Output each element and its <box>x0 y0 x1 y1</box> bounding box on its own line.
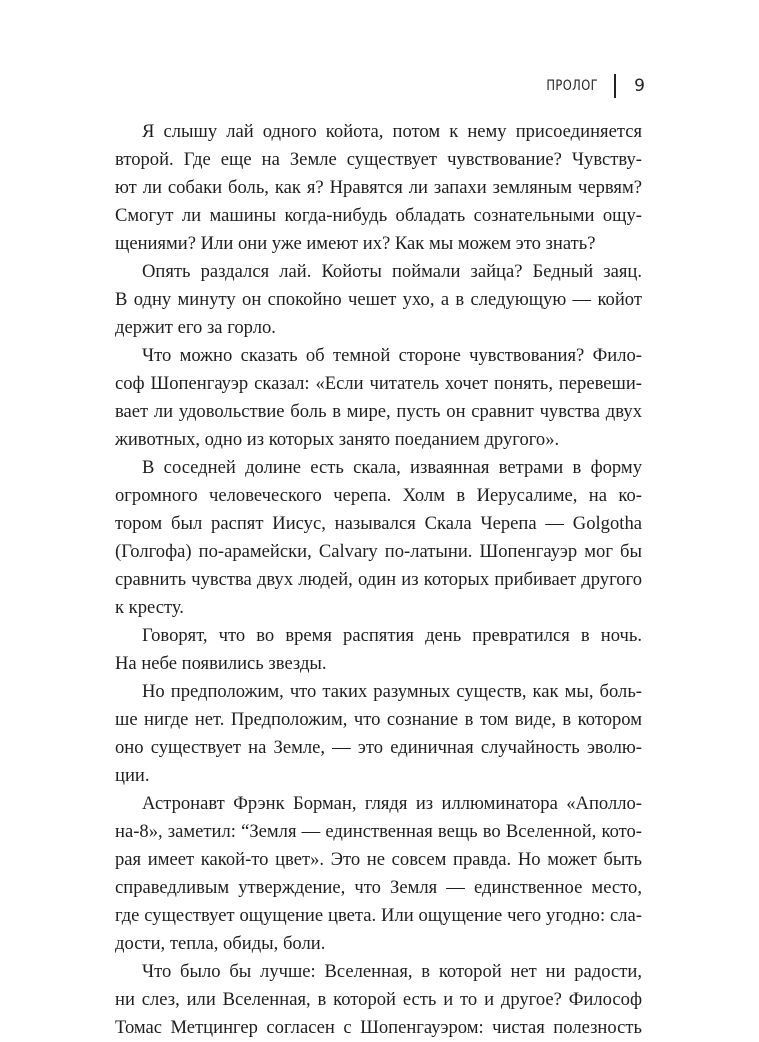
text-line: вает ли удовольствие боль в мире, пусть он сравнит чувства двух <box>115 401 642 422</box>
text-line: на-8», заметил: “Земля — единственная вещь во Вселенной, кото- <box>115 821 642 842</box>
text-line: щениями? Или они уже имеют их? Как мы можем это знать? <box>115 233 596 254</box>
text-line: Смогут ли машины когда-нибудь обладать сознательными ощу- <box>115 205 642 226</box>
page-number: 9 <box>634 76 645 96</box>
section-title: ПРОЛОГ <box>546 78 599 94</box>
text-line: дости, тепла, обиды, боли. <box>115 933 326 954</box>
paragraph <box>115 790 642 958</box>
paragraph <box>115 958 642 1042</box>
text-line: На небе появились звезды. <box>115 653 327 674</box>
text-line: животных, одно из которых занято поеданием другого». <box>115 429 560 450</box>
text-line: ше нигде нет. Предположим, что сознание в том виде, в котором <box>115 709 642 730</box>
text-line: Томас Метцингер согласен с Шопенгауэром: чистая полезность <box>115 1017 642 1038</box>
text-line: к кресту. <box>115 597 184 618</box>
text-line: держит его за горло. <box>115 317 276 338</box>
text-line: Астронавт Фрэнк Борман, глядя из иллюминатора «Аполло- <box>142 793 642 814</box>
body-text <box>115 118 642 1042</box>
text-line: соф Шопенгауэр сказал: «Если читатель хочет понять, перевеши- <box>115 373 642 394</box>
text-line: Но предположим, что таких разумных существ, как мы, боль- <box>142 681 642 702</box>
text-line: (Голгофа) по-арамейски, Calvary по-латыни. Шопенгауэр мог бы <box>115 541 642 562</box>
paragraph <box>115 454 642 622</box>
text-line: ни слез, или Вселенная, в которой есть и то и другое? Философ <box>115 989 642 1010</box>
text-line: ют ли собаки боль, как я? Нравятся ли запахи земляным червям? <box>115 177 642 198</box>
text-line: Я слышу лай одного койота, потом к нему присоединяется <box>142 121 642 142</box>
text-line: В одну минуту он спокойно чешет ухо, а в следующую — койот <box>115 289 642 310</box>
text-line: рая имеет какой-то цвет». Это не совсем правда. Но может быть <box>115 849 642 870</box>
text-line: Что было бы лучше: Вселенная, в которой нет ни радости, <box>142 961 642 982</box>
text-line: огромного человеческого черепа. Холм в Иерусалиме, на ко- <box>115 485 642 506</box>
paragraph <box>115 678 642 790</box>
header-divider <box>614 74 616 98</box>
text-line: оно существует на Земле, — это единичная случайность эволю- <box>115 737 642 758</box>
paragraph <box>115 118 642 258</box>
text-line: сравнить чувства двух людей, один из которых прибивает другого <box>115 569 642 590</box>
text-line: Говорят, что во время распятия день превратился в ночь. <box>142 625 642 646</box>
text-line: В соседней долине есть скала, изваянная ветрами в форму <box>142 457 642 478</box>
text-line: Что можно сказать об темной стороне чувствования? Фило- <box>142 345 642 366</box>
paragraph <box>115 622 642 678</box>
running-header <box>535 72 645 100</box>
text-line: справедливым утверждение, что Земля — единственное место, <box>115 877 642 898</box>
paragraph <box>115 258 642 342</box>
text-line: где существует ощущение цвета. Или ощущение чего угодно: сла- <box>115 905 642 926</box>
text-line: тором был распят Иисус, назывался Скала Черепа — Golgotha <box>115 513 642 534</box>
text-line: Опять раздался лай. Койоты поймали зайца? Бедный заяц. <box>142 261 642 282</box>
paragraph <box>115 342 642 454</box>
text-line: ции. <box>115 765 150 786</box>
text-line: второй. Где еще на Земле существует чувствование? Чувству- <box>115 149 642 170</box>
